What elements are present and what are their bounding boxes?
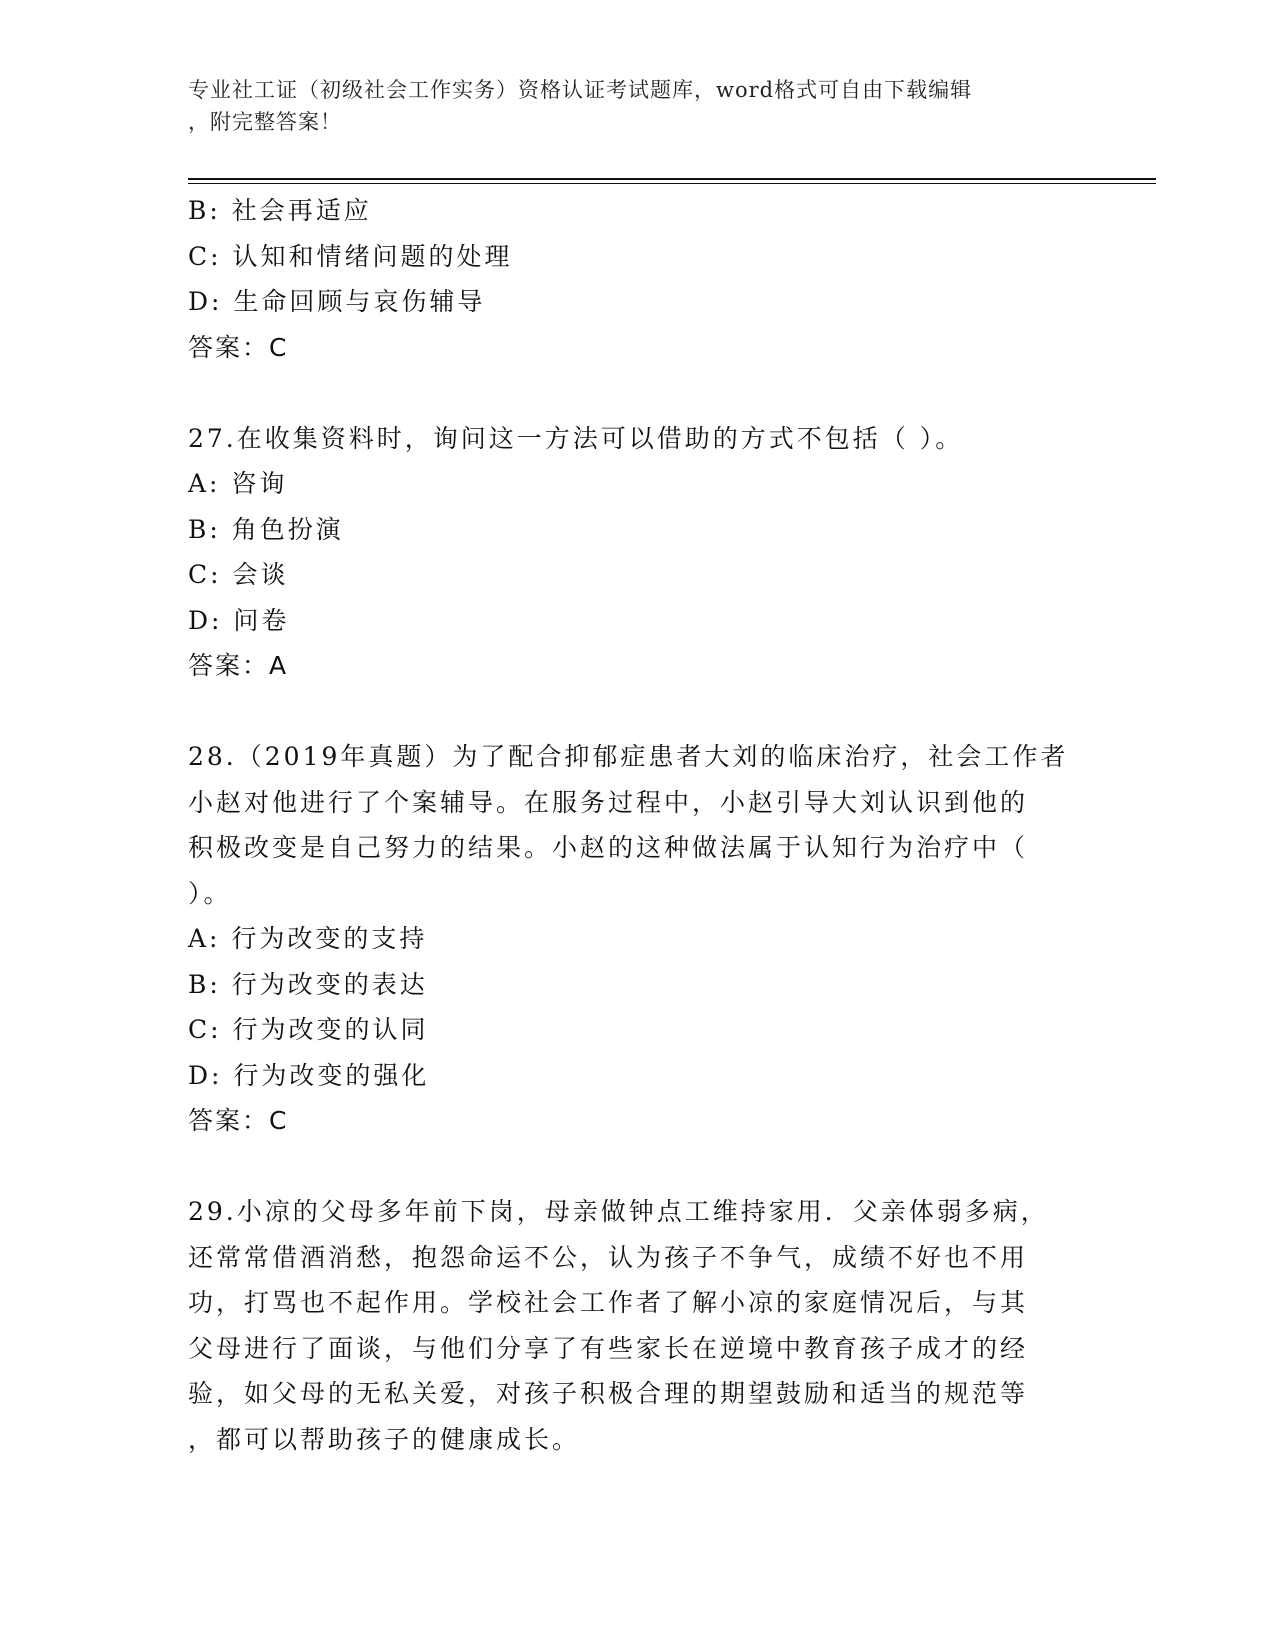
header-rule-thick — [188, 178, 1156, 180]
question-stem-line: ）。 — [188, 878, 232, 908]
question-26 — [188, 188, 1088, 370]
question-stem-line: 功，打骂也不起作用。学校社会工作者了解小凉的家庭情况后，与其 — [188, 1288, 1029, 1317]
question-stem-line: 还常常借酒消愁，抱怨命运不公，认为孩子不争气，成绩不好也不用 — [188, 1242, 1029, 1272]
page-header — [188, 74, 1068, 138]
option-d: D: 生命回顾与哀伤辅导 — [188, 287, 486, 316]
header-rule-thin — [188, 183, 1156, 184]
question-stem: 27.在收集资料时，询问这一方法可以借助的方式不包括（ ）。 — [188, 423, 964, 453]
header-line-1: 专业社工证（初级社会工作实务）资格认证考试题库，word格式可自由下载编辑 — [188, 78, 973, 102]
answer: 答案：C — [188, 332, 289, 362]
question-stem-line: 验，如父母的无私关爱，对孩子积极合理的期望鼓励和适当的规范等 — [188, 1379, 1029, 1408]
question-stem-line: 积极改变是自己努力的结果。小赵的这种做法属于认知行为治疗中（ — [188, 833, 1029, 862]
question-stem-line: 父母进行了面谈，与他们分享了有些家长在逆境中教育孩子成才的经 — [188, 1333, 1029, 1363]
option-c: C: 行为改变的认同 — [188, 1015, 429, 1044]
option-a: A: 行为改变的支持 — [188, 924, 428, 953]
question-28 — [188, 734, 1088, 1144]
question-stem-line: 29.小凉的父母多年前下岗，母亲做钟点工维持家用．父亲体弱多病， — [188, 1197, 1049, 1226]
option-d: D: 行为改变的强化 — [188, 1060, 430, 1090]
question-27 — [188, 416, 1088, 689]
option-a: A: 咨询 — [188, 469, 288, 498]
answer: 答案：A — [188, 651, 289, 680]
option-d: D: 问卷 — [188, 605, 290, 635]
spacer — [188, 1144, 1088, 1190]
spacer — [188, 689, 1088, 735]
question-29 — [188, 1189, 1088, 1462]
option-b: B: 社会再适应 — [188, 196, 372, 225]
spacer — [188, 370, 1088, 416]
answer: 答案：C — [188, 1106, 289, 1135]
option-b: B: 角色扮演 — [188, 514, 344, 544]
question-stem-line: 28.（2019年真题）为了配合抑郁症患者大刘的临床治疗，社会工作者 — [188, 742, 1069, 771]
question-stem-line: 小赵对他进行了个案辅导。在服务过程中，小赵引导大刘认识到他的 — [188, 787, 1029, 817]
question-content — [188, 188, 1088, 1462]
option-b: B: 行为改变的表达 — [188, 969, 428, 999]
question-stem-line: ，都可以帮助孩子的健康成长。 — [188, 1424, 581, 1454]
option-c: C: 认知和情绪问题的处理 — [188, 241, 513, 271]
header-line-2: ，附完整答案！ — [188, 110, 342, 134]
option-c: C: 会谈 — [188, 560, 289, 589]
